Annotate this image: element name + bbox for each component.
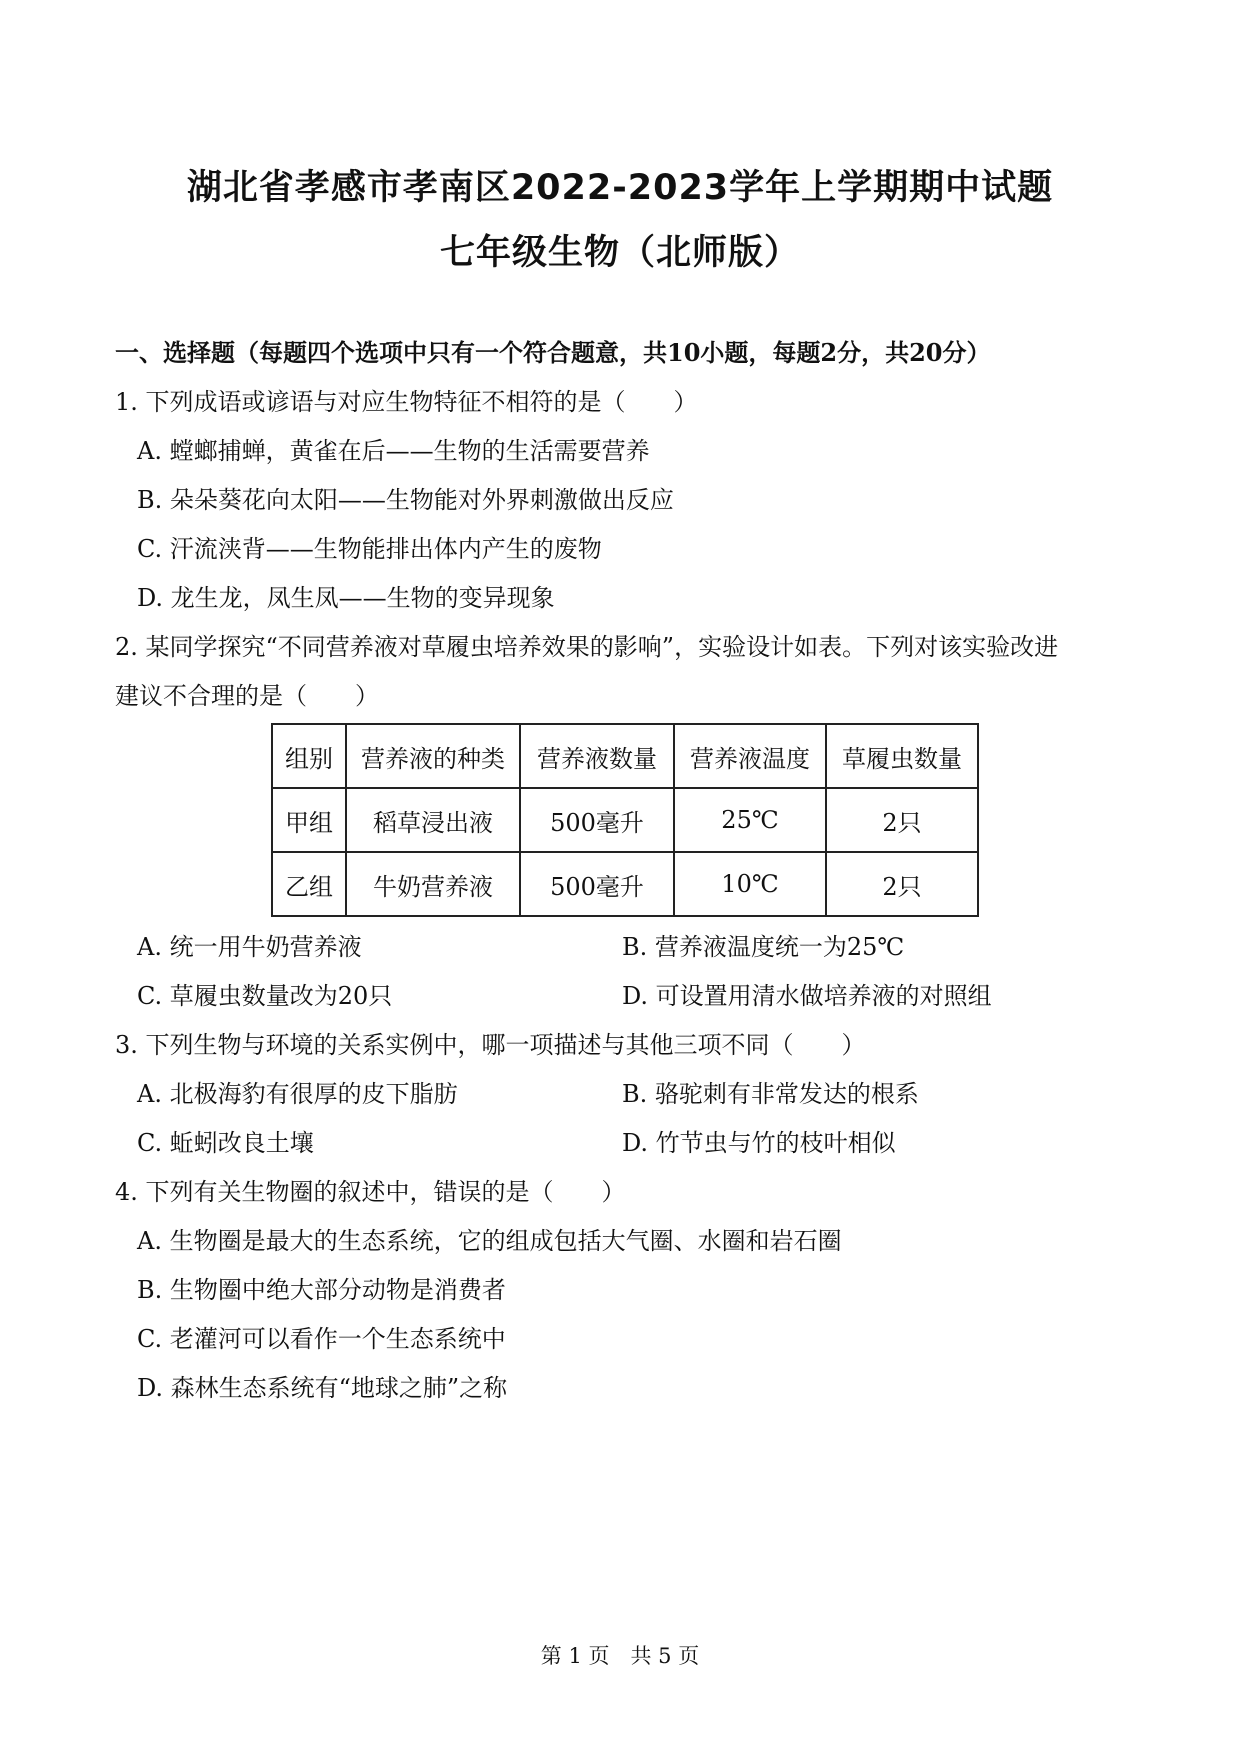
question-1-option-a: A. 螳螂捕蝉，黄雀在后——生物的生活需要营养: [137, 437, 650, 465]
question-3-option-c: C. 蚯蚓改良土壤: [137, 1129, 314, 1157]
table-cell: 甲组: [272, 788, 346, 852]
question-4-option-a: A. 生物圈是最大的生态系统，它的组成包括大气圈、水圈和岩石圈: [137, 1227, 842, 1255]
question-1-option-c: C. 汗流浃背——生物能排出体内产生的废物: [137, 535, 602, 563]
table-cell: 25℃: [674, 788, 826, 852]
question-2-option-c: C. 草履虫数量改为20只: [137, 982, 393, 1010]
question-2-option-a: A. 统一用牛奶营养液: [137, 933, 362, 961]
question-1-option-b: B. 朵朵葵花向太阳——生物能对外界刺激做出反应: [137, 486, 674, 514]
question-3-option-a: A. 北极海豹有很厚的皮下脂肪: [137, 1080, 458, 1108]
table-header-cell: 营养液的种类: [346, 724, 520, 788]
table-header-cell: 营养液数量: [520, 724, 674, 788]
table-cell: 牛奶营养液: [346, 852, 520, 916]
question-4-option-c: C. 老灌河可以看作一个生态系统中: [137, 1325, 506, 1353]
table-header-cell: 营养液温度: [674, 724, 826, 788]
question-2-option-d: D. 可设置用清水做培养液的对照组: [622, 982, 992, 1010]
table-row: [272, 852, 978, 916]
table-cell: 500毫升: [520, 852, 674, 916]
table-cell: 稻草浸出液: [346, 788, 520, 852]
page-footer: 第 1 页 共 5 页: [540, 1644, 700, 1668]
question-4-option-d: D. 森林生态系统有“地球之肺”之称: [137, 1374, 508, 1402]
table-cell: 2只: [826, 852, 978, 916]
table-row: [272, 788, 978, 852]
page-subtitle: 七年级生物（北师版）: [439, 233, 800, 273]
experiment-table: [271, 723, 979, 917]
table-cell: 2只: [826, 788, 978, 852]
question-2-option-b: B. 营养液温度统一为25℃: [622, 933, 905, 961]
table-cell: 10℃: [674, 852, 826, 916]
page-title: 湖北省孝感市孝南区2022-2023学年上学期期中试题: [186, 168, 1054, 208]
question-3-stem: 3. 下列生物与环境的关系实例中，哪一项描述与其他三项不同（ ）: [115, 1031, 866, 1059]
question-1-option-d: D. 龙生龙，凤生凤——生物的变异现象: [137, 584, 555, 612]
question-4-option-b: B. 生物圈中绝大部分动物是消费者: [137, 1276, 506, 1304]
question-3-option-b: B. 骆驼刺有非常发达的根系: [622, 1080, 919, 1108]
table-header-cell: 组别: [272, 724, 346, 788]
table-header-row: [272, 724, 978, 788]
section-heading: 一、选择题（每题四个选项中只有一个符合题意，共10小题，每题2分，共20分）: [115, 338, 991, 367]
question-2-stem-line-1: 2. 某同学探究“不同营养液对草履虫培养效果的影响”，实验设计如表。下列对该实验改进: [115, 633, 1059, 661]
question-1-stem: 1. 下列成语或谚语与对应生物特征不相符的是（ ）: [115, 388, 698, 416]
table-cell: 500毫升: [520, 788, 674, 852]
question-4-stem: 4. 下列有关生物圈的叙述中，错误的是（ ）: [115, 1178, 626, 1206]
table-header-cell: 草履虫数量: [826, 724, 978, 788]
table-cell: 乙组: [272, 852, 346, 916]
question-3-option-d: D. 竹节虫与竹的枝叶相似: [622, 1129, 896, 1157]
question-2-stem-line-2: 建议不合理的是（ ）: [115, 682, 379, 710]
